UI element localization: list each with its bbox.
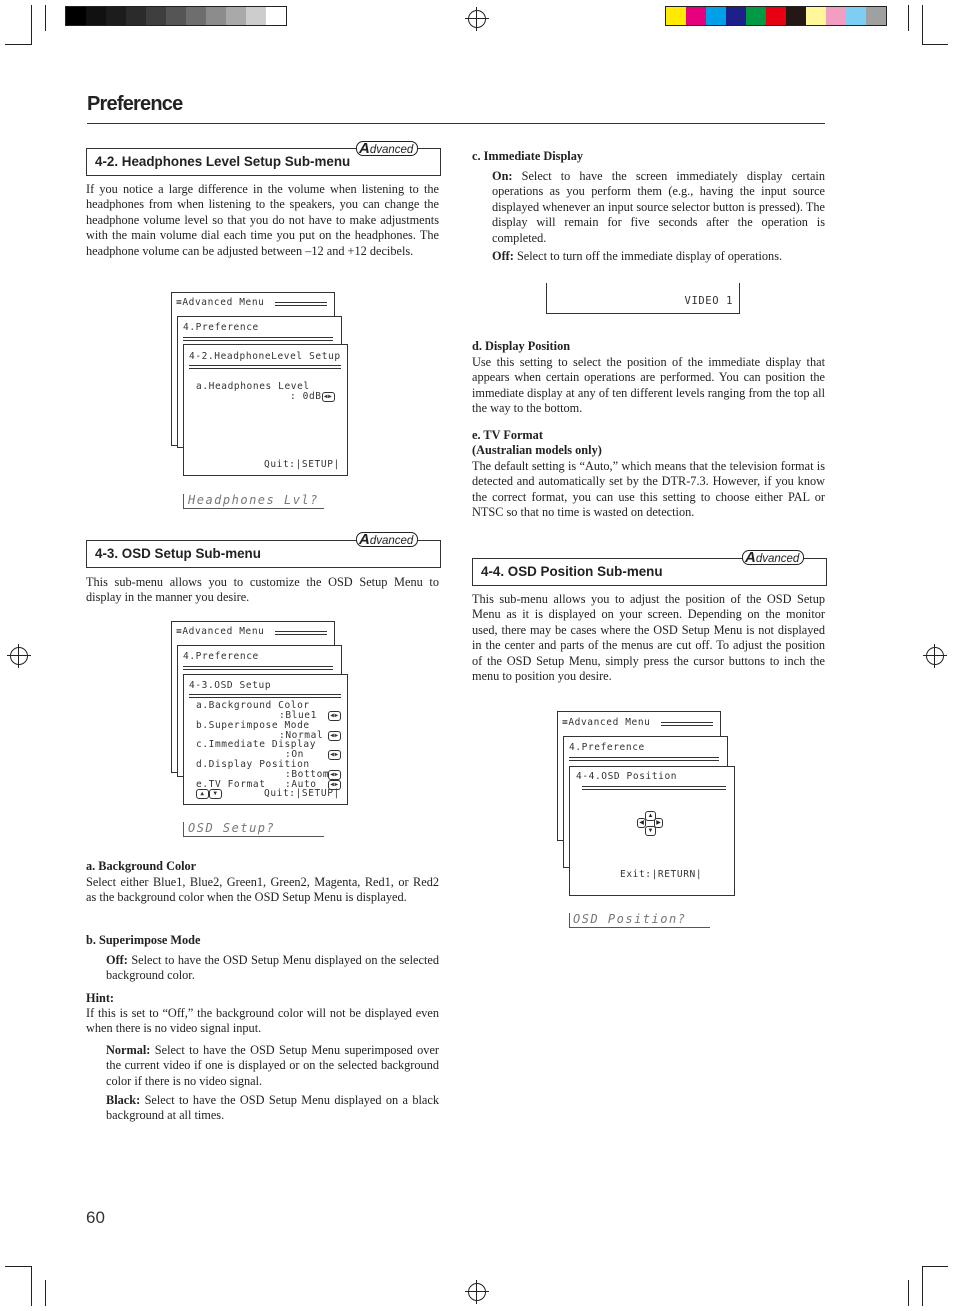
osd-headphones-text: Headphones Lvl? — [188, 493, 319, 507]
tv-format-body: The default setting is “Auto,” which means that the television format is detected and automatically set by the DTR-7.3. However, if you know the correct format, you can use this setting to choose either PAL or NTSC so that no time is wasted on detection. — [472, 459, 825, 520]
menu-title: 4-2.HeadphoneLevel Setup — [189, 351, 341, 362]
color-calibration-strip — [665, 6, 887, 26]
background-color-heading: a. Background Color — [86, 859, 197, 873]
menu-title: 4-3.OSD Setup — [189, 680, 272, 691]
osd-position-text: OSD Position? — [573, 912, 687, 926]
calibration-swatch — [266, 7, 286, 25]
calibration-swatch — [706, 7, 726, 25]
display-position-body: Use this setting to select the position of the immediate display that appears when certain operations are performed. You can position the immediate display at any of ten different levels ranging from the top all the way to the bottom. — [472, 355, 825, 416]
calibration-swatch — [186, 7, 206, 25]
section-4-3-title: 4-3. OSD Setup Sub-menu — [95, 546, 261, 561]
section-4-4-title: 4-4. OSD Position Sub-menu — [481, 564, 663, 579]
superimpose-off-text: Off: Select to have the OSD Setup Menu displayed on the selected background color. — [106, 953, 439, 983]
calibration-swatch — [246, 7, 266, 25]
calibration-swatch — [126, 7, 146, 25]
calibration-swatch — [226, 7, 246, 25]
section-4-4-body: This sub-menu allows you to adjust the position of the OSD Setup Menu as it is displayed on your screen. Depending on the monitor used, there may be cases where the OSD Setup Menu is not displayed in the center and parts of the menus are cut off. To adjust the position of the OSD Setup Menu, simply press the cursor buttons to inch the menu to position you desire. — [472, 592, 825, 684]
menu-value: : 0dB ◀▶ — [290, 391, 335, 402]
calibration-swatch — [826, 7, 846, 25]
normal-text: Normal: Select to have the OSD Setup Menu superimposed over the current video if one is displayed or on the selected background color if there is no video signal. — [106, 1043, 439, 1088]
registration-mark-top — [468, 10, 486, 28]
immediate-off-text: Off: Select to turn off the immediate display of operations. — [492, 249, 783, 263]
immediate-display-heading: c. Immediate Display — [472, 149, 584, 163]
menu-exit: Exit:|RETURN| — [620, 869, 703, 880]
section-4-2-title: 4-2. Headphones Level Setup Sub-menu — [95, 154, 351, 169]
background-color-body: Select either Blue1, Blue2, Green1, Green2, Magenta, Red1, or Red2 as the background color when the OSD Setup Menu is displayed. — [86, 875, 439, 905]
advanced-badge: Advanced — [742, 550, 804, 565]
black-text: Black: Select to have the OSD Setup Menu displayed on a black background at all times. — [106, 1093, 440, 1123]
video-display-box — [546, 283, 740, 314]
calibration-swatch — [846, 7, 866, 25]
menu-item: a.Headphones Level — [196, 381, 310, 392]
tv-format-subheading: (Australian models only) — [472, 443, 602, 457]
page-number: 60 — [86, 1208, 105, 1227]
calibration-swatch — [686, 7, 706, 25]
immediate-on-text: On: Select to have the screen immediately display certain operations as you perform them (e.g., having the input source displayed whenever an input source selector button is pressed). The display will remain for five seconds after the operation is completed. — [492, 169, 825, 245]
osd-setup-text: OSD Setup? — [188, 821, 276, 835]
calibration-swatch — [806, 7, 826, 25]
registration-mark-bottom — [468, 1283, 486, 1301]
calibration-swatch — [86, 7, 106, 25]
section-4-2-body: If you notice a large difference in the volume when listening to the headphones from when listening to the speakers, you can change the headphone volume level so that you do not have to make adjustments with the main volume dial each time you put on the headphones. The headphone volume can be adjusted between –12 and +12 decibels. — [86, 182, 439, 258]
registration-mark-left — [10, 647, 28, 665]
calibration-swatch — [66, 7, 86, 25]
calibration-swatch — [786, 7, 806, 25]
calibration-swatch — [746, 7, 766, 25]
menu-quit: Quit:|SETUP| — [264, 459, 340, 470]
section-4-3-body: This sub-menu allows you to customize the OSD Setup Menu to display in the manner you desire. — [86, 575, 439, 605]
advanced-badge: Advanced — [356, 532, 418, 547]
video-display-text: VIDEO 1 — [684, 295, 733, 307]
tv-format-heading: e. TV Format — [472, 428, 543, 442]
display-position-heading: d. Display Position — [472, 339, 571, 353]
menu-title: 4-4.OSD Position — [576, 771, 678, 782]
calibration-swatch — [866, 7, 886, 25]
calibration-swatch — [146, 7, 166, 25]
gray-calibration-strip — [65, 6, 287, 26]
calibration-swatch — [666, 7, 686, 25]
calibration-swatch — [106, 7, 126, 25]
advanced-badge: Advanced — [356, 141, 418, 156]
calibration-swatch — [166, 7, 186, 25]
superimpose-heading: b. Superimpose Mode — [86, 933, 201, 947]
calibration-swatch — [726, 7, 746, 25]
hint-body: If this is set to “Off,” the background color will not be displayed even when there is no video signal input. — [86, 1006, 439, 1035]
header-rule — [87, 123, 825, 124]
hint-heading: Hint: — [86, 991, 115, 1005]
calibration-swatch — [206, 7, 226, 25]
menu-quit: Quit:|SETUP| — [264, 788, 340, 799]
registration-mark-right — [926, 647, 944, 665]
page-title: Preference — [87, 93, 183, 115]
calibration-swatch — [766, 7, 786, 25]
cursor-arrows-icon: ▲ ▼ ◀ ▶ — [639, 811, 663, 835]
